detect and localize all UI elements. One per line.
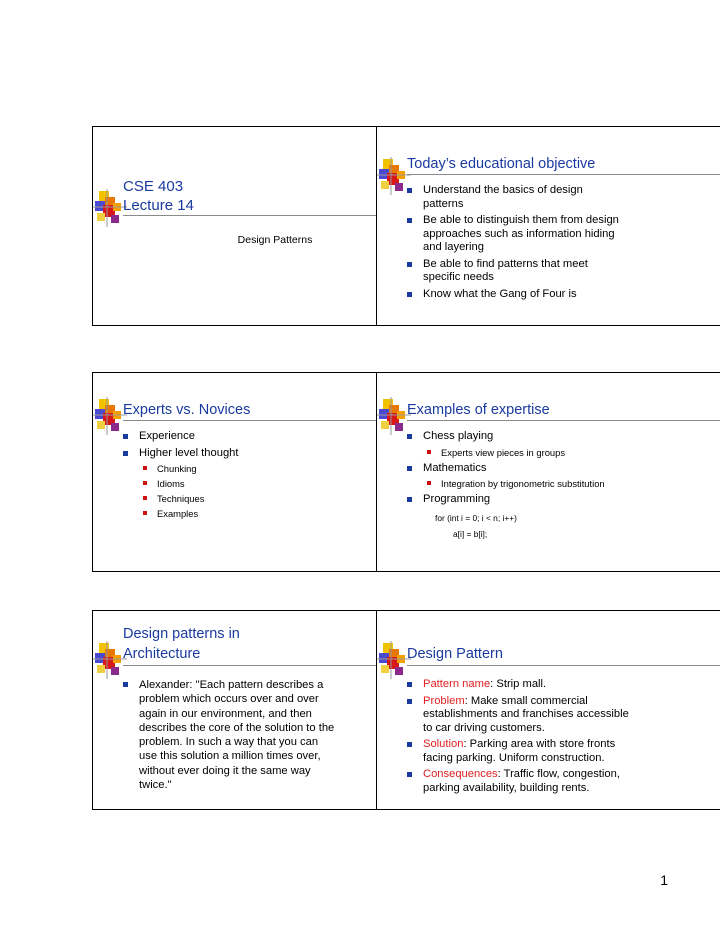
- item-text: : Traffic flow, congestion, parking availability, building rents.: [423, 768, 620, 794]
- list-item: [407, 695, 629, 736]
- slide-4: [376, 372, 720, 572]
- sub-list-item: Experts view pieces in groups: [407, 447, 720, 459]
- slide-6: [376, 610, 720, 810]
- list-item: Higher level thought: [123, 447, 423, 461]
- sub-list-item: Idioms: [123, 478, 423, 490]
- page-number: 1: [660, 872, 668, 888]
- slide-title: Today’s educational objective: [407, 156, 596, 172]
- list-item: Alexander: "Each pattern describes a problem which occurs over and over again in our environment, and then describes the core of the solution to the problem. In such a way that you can use this solution a million times over, without ever doing it the same way twice.": [123, 678, 335, 792]
- sub-list-item: Examples: [123, 508, 423, 520]
- slide-title-line2: Lecture 14: [123, 197, 194, 214]
- list-item: [407, 678, 629, 692]
- slide-2: [376, 126, 720, 326]
- sub-list-item: Chunking: [123, 463, 423, 475]
- item-text: : Make small commercial establishments and franchises accessible to car driving customers.: [423, 694, 629, 734]
- slide-title-line1: CSE 403: [123, 178, 184, 195]
- list-item: Understand the basics of design patterns: [407, 184, 623, 211]
- item-label: Consequences: [423, 768, 498, 780]
- sub-list-item: Integration by trigonometric substitution: [407, 478, 720, 490]
- bullet-list: [407, 678, 629, 798]
- slide-title-line2: Architecture: [123, 646, 201, 662]
- list-item: Mathematics: [407, 462, 720, 476]
- bullet-list: [123, 678, 335, 795]
- list-item: [407, 768, 629, 795]
- slide-title: Examples of expertise: [407, 402, 550, 418]
- item-text: : Strip mall.: [490, 678, 547, 690]
- item-label: Solution: [423, 738, 464, 750]
- list-item: Chess playing: [407, 430, 720, 444]
- slide-title: Design Pattern: [407, 646, 503, 662]
- list-item: Be able to distinguish them from design approaches such as information hiding and layering: [407, 214, 623, 255]
- item-label: Problem: [423, 694, 465, 707]
- title-divider: [407, 420, 720, 421]
- slide-subtitle: Design Patterns: [237, 234, 313, 246]
- sub-list-item: Techniques: [123, 493, 423, 505]
- bullet-list: [407, 184, 623, 304]
- title-divider: [407, 174, 720, 175]
- list-item: Experience: [123, 430, 423, 444]
- item-text: : Parking area with store fronts facing parking. Uniform construction.: [423, 738, 616, 764]
- list-item: Know what the Gang of Four is: [407, 288, 623, 302]
- list-item: Programming: [407, 493, 720, 507]
- bullet-list: [407, 430, 720, 510]
- title-divider: [407, 665, 720, 666]
- item-label: Pattern name: [423, 678, 491, 690]
- slide-title: Experts vs. Novices: [123, 402, 251, 418]
- code-line: a[i] = b[i];: [453, 529, 488, 539]
- code-line: for (int i = 0; i < n; i++): [435, 513, 517, 523]
- list-item: Be able to find patterns that meet specific needs: [407, 258, 623, 285]
- slide-title-line1: Design patterns in: [123, 626, 240, 642]
- list-item: [407, 738, 629, 765]
